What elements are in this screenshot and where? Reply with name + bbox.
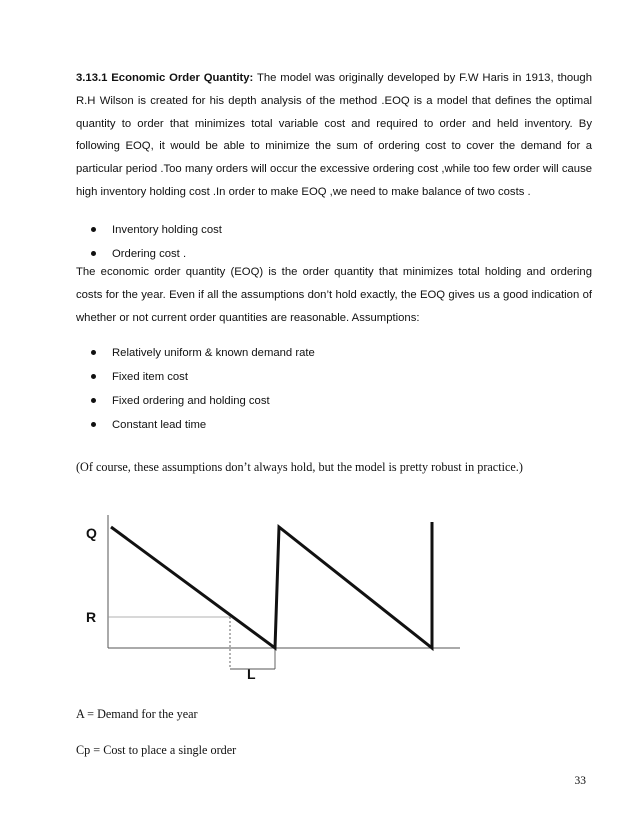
l-label: L (247, 666, 256, 682)
bullet-icon (91, 422, 96, 427)
list-item: Fixed item cost (88, 365, 315, 389)
section-heading: 3.13.1 Economic Order Quantity: (76, 72, 254, 84)
q-label: Q (86, 525, 97, 541)
eoq-sawtooth-diagram (80, 507, 480, 687)
list-item: Inventory holding cost (88, 218, 222, 242)
bullet-icon (91, 251, 96, 256)
list-item: Fixed ordering and holding cost (88, 389, 315, 413)
eoq-intro-paragraph (76, 67, 592, 204)
definition-demand: A = Demand for the year (76, 707, 198, 721)
assumption-note: (Of course, these assumptions don’t always hold, but the model is pretty robust in practice.) (76, 460, 523, 474)
bullet-icon (91, 374, 96, 379)
r-label: R (86, 609, 97, 625)
list-item: Ordering cost . (88, 242, 222, 266)
list-item: Constant lead time (88, 413, 315, 437)
definition-order-cost: Cp = Cost to place a single order (76, 743, 237, 757)
bullet-icon (91, 350, 96, 355)
eoq-definition-paragraph: The economic order quantity (EOQ) is the order quantity that minimizes total holding and ordering costs for the year. Even if all the assumptions don’t hold exactly, the EOQ gives us a good indication of whether or not current order quantities are reasonable. Assumptions: (76, 266, 592, 324)
list-item: Relatively uniform & known demand rate (88, 341, 315, 365)
page-number: 33 (574, 775, 586, 787)
intro-text: The model was originally developed by F.W Haris in 1913, though R.H Wilson is created for his depth analysis of the method .EOQ is a model that defines the optimal quantity to order that minimizes total variable cost and required to order and held inventory. By following EOQ, it would be able to minimize the sum of ordering cost to cover the demand for a particular period .Too many orders will occur the excessive ordering cost ,while too few order will cause high inventory holding cost .In order to make EOQ ,we need to make balance of two costs . (76, 72, 592, 198)
cost-list (88, 218, 222, 266)
bullet-icon (91, 398, 96, 403)
bullet-icon (91, 227, 96, 232)
assumption-list (88, 341, 315, 437)
inventory-sawtooth-line (111, 522, 432, 648)
